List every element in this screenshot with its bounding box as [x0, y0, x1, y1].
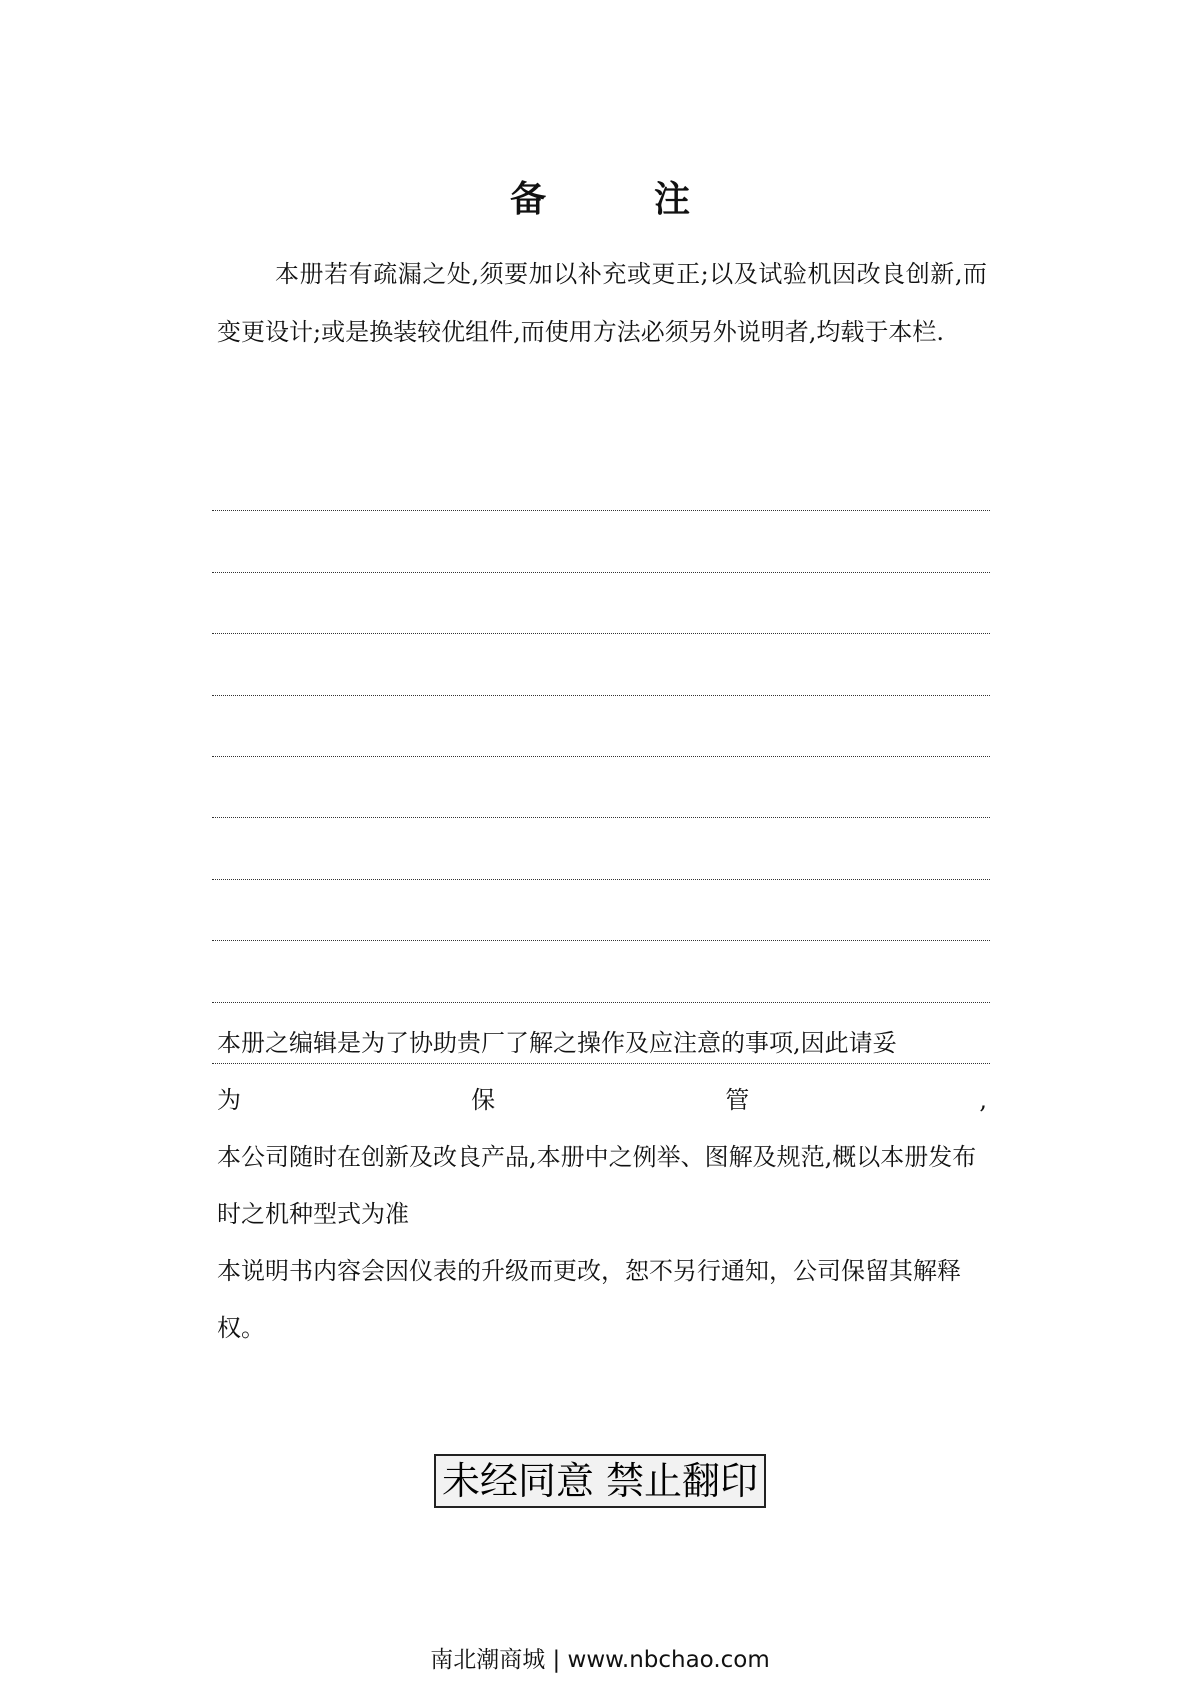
- spread-word: 保: [471, 1086, 496, 1114]
- notes-paragraph-1-line-2: [217, 1072, 987, 1129]
- dotted-line: [212, 941, 990, 1002]
- dotted-line: [212, 818, 990, 879]
- footer-watermark: 南北潮商城 | www.nbchao.com: [430, 1647, 770, 1673]
- dotted-line: [212, 573, 990, 634]
- dotted-line: [212, 880, 990, 941]
- dotted-line: [212, 511, 990, 572]
- dotted-line: [212, 634, 990, 695]
- spread-word: 为: [217, 1086, 241, 1114]
- page-title: 备 注: [509, 179, 726, 220]
- spread-word: 管: [725, 1086, 750, 1114]
- dotted-line: [212, 696, 990, 757]
- notes-paragraph-1-line-1: 本册之编辑是为了协助贵厂了解之操作及应注意的事项,因此请妥: [217, 1029, 897, 1057]
- notes-section: [217, 1015, 987, 1357]
- spread-word: ,: [979, 1086, 987, 1114]
- blank-note-lines: [212, 450, 990, 1064]
- dotted-line: [212, 450, 990, 511]
- intro-paragraph: 本册若有疏漏之处,须要加以补充或更正;以及试验机因改良创新,而变更设计;或是换装较优组件,而使用方法必须另外说明者,均载于本栏.: [217, 260, 987, 346]
- notes-paragraph-3: 本说明书内容会因仪表的升级而更改，恕不另行通知，公司保留其解释权。: [217, 1257, 961, 1342]
- dotted-line: [212, 757, 990, 818]
- copyright-stamp-wrapper: [0, 1454, 1200, 1508]
- copyright-stamp: 未经同意 禁止翻印: [434, 1454, 766, 1508]
- notes-paragraph-2: 本公司随时在创新及改良产品,本册中之例举、图解及规范,概以本册发布时之机种型式为准: [217, 1143, 977, 1228]
